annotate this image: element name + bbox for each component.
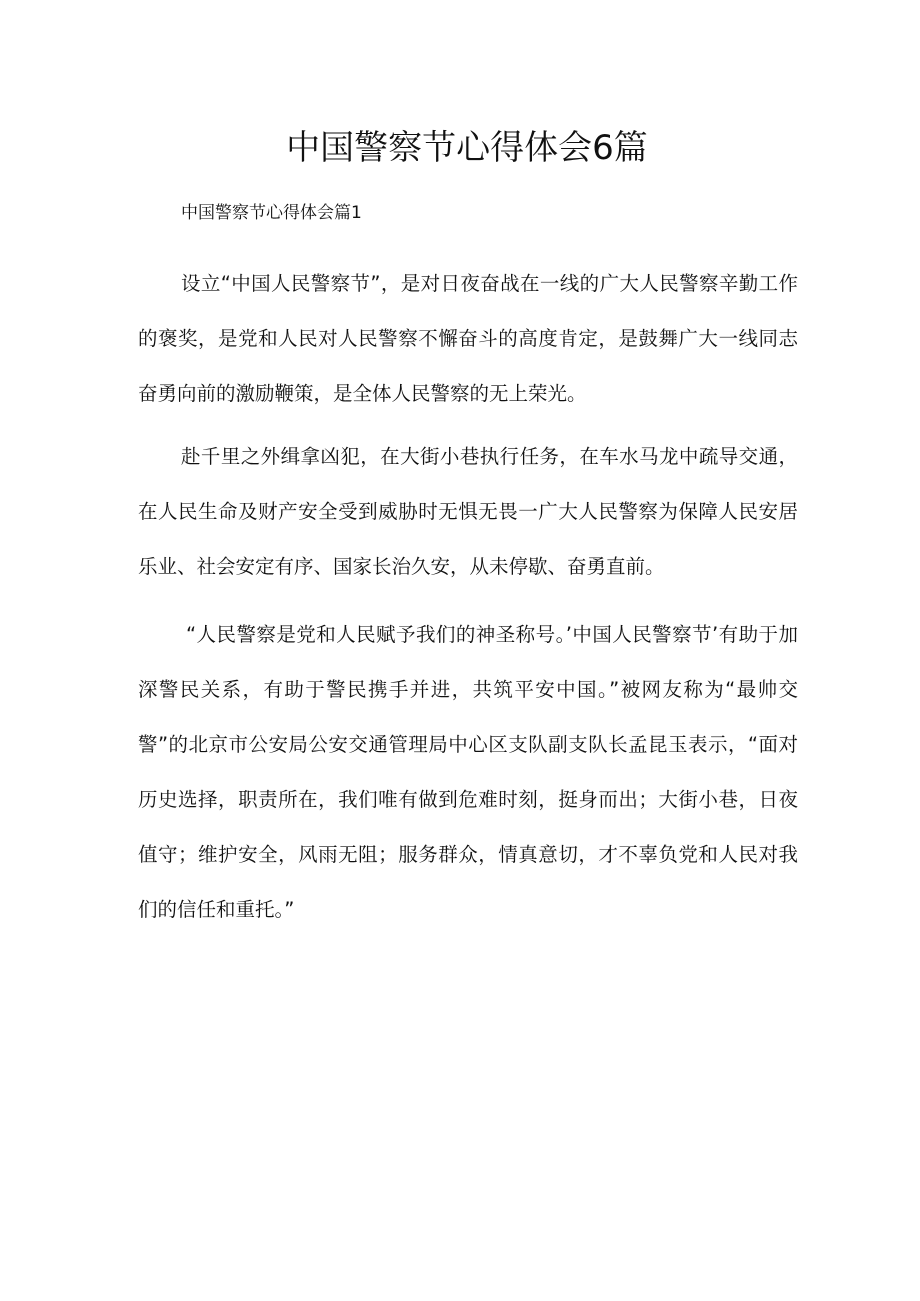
section-heading: 中国警察节心得体会篇1 (181, 203, 362, 223)
paragraph-2: 赴千里之外缉拿凶犯，在大街小巷执行任务，在车水马龙中疏导交通，在人民生命及财产安全受到威胁时无惧无畏一广大人民警察为保障人民安居乐业、社会安定有序、国家长治久安，从未停歇、奋勇直前。 (138, 445, 798, 578)
document-title: 中国警察节心得体会6篇 (286, 128, 648, 168)
paragraph-3: “人民警察是党和人民赋予我们的神圣称号。’中国人民警察节’有助于加深警民关系，有助于警民携手并进，共筑平安中国。”被网友称为“最帅交警”的北京市公安局公安交通管理局中心区支队副支队长孟昆玉表示，“面对历史选择，职责所在，我们唯有做到危难时刻，挺身而出；大街小巷，日夜值守；维护安全，风雨无阻；服务群众，情真意切，才不辜负党和人民对我们的信任和重托。” (138, 623, 798, 921)
paragraph-1: 设立“中国人民警察节”，是对日夜奋战在一线的广大人民警察辛勤工作的褒奖，是党和人民对人民警察不懈奋斗的高度肯定，是鼓舞广大一线同志奋勇向前的激励鞭策，是全体人民警察的无上荣光。 (138, 272, 798, 405)
